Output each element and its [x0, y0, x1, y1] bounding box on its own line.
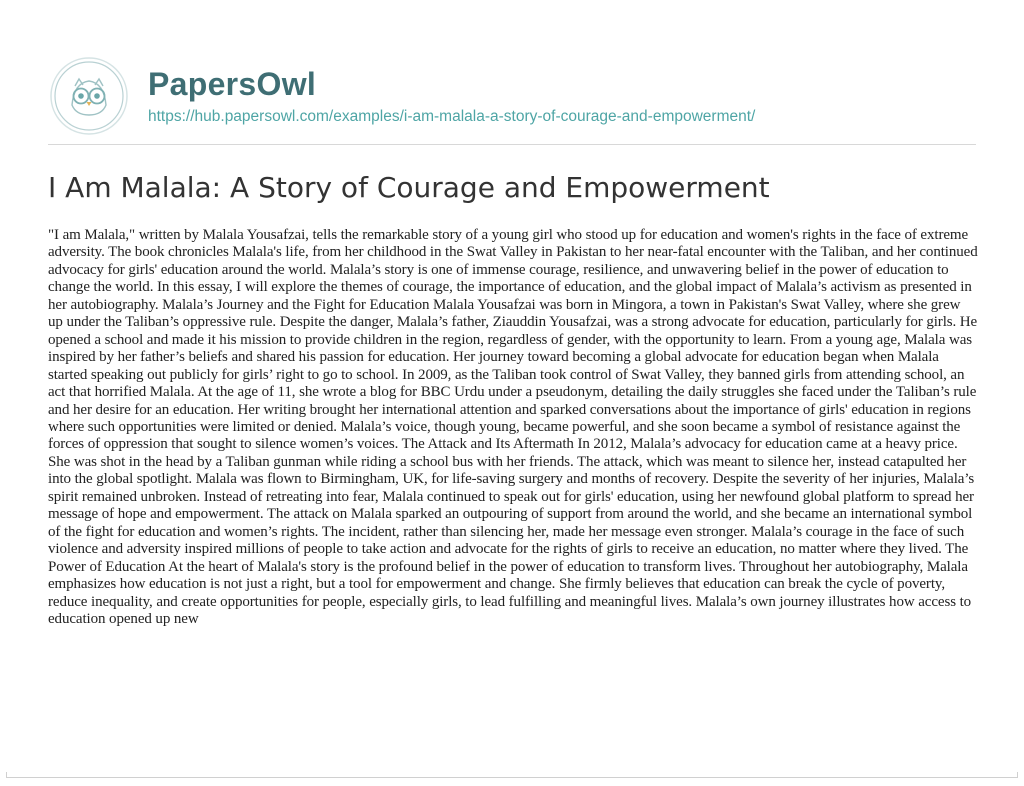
article-body: "I am Malala," written by Malala Yousafzai, tells the remarkable story of a young girl who stood up for education and women's rights in the face of extreme adversity. The book chronicles Malala's life, from her childhood in the Swat Valley in Pakistan to her near-fatal encounter with the Taliban, and her continued advocacy for girls' education around the world. Malala’s story is one of immense courage, resilience, and unwavering belief in the power of education to change the world. In this essay, I will explore the themes of courage, the importance of education, and the global impact of Malala’s activism as presented in her autobiography. Malala’s Journey and the Fight for Education Malala Yousafzai was born in Mingora, a town in Pakistan's Swat Valley, where she grew up under the Taliban’s oppressive rule. Despite the danger, Malala’s father, Ziauddin Yousafzai, was a strong advocate for education, particularly for girls. He opened a school and made it his mission to provide children in the region, regardless of gender, with the opportunity to learn. From a young age, Malala was inspired by her father’s beliefs and shared his passion for education. Her journey toward becoming a global advocate for education began when Malala started speaking out publicly for girls’ right to go to school. In 2009, as the Taliban took control of Swat Valley, they banned girls from attending school, an act that horrified Malala. At the age of 11, she wrote a blog for BBC Urdu under a pseudonym, detailing the daily struggles she faced under the Taliban’s rule and her desire for an education. Her writing brought her international attention and sparked conversations about the importance of girls' education in regions where such opportunities were limited or denied. Malala’s voice, though young, became powerful, and she soon became a symbol of resistance against the forces of oppression that sought to silence women’s voices. The Attack and Its Aftermath In 2012, Malala’s advocacy for education came at a heavy price. She was shot in the head by a Taliban gunman while riding a school bus with her friends. The attack, which was meant to silence her, instead catapulted her into the global spotlight. Malala was flown to Birmingham, UK, for life-saving surgery and months of recovery. Despite the severity of her injuries, Malala’s spirit remained unbroken. Instead of retreating into fear, Malala continued to speak out for girls' education, using her newfound global platform to spread her message of hope and empowerment. The attack on Malala sparked an outpouring of support from around the world, and she became an international symbol of the fight for education and women’s rights. The incident, rather than silencing her, made her message even stronger. Malala’s courage in the face of such violence and adversity inspired millions of people to take action and advocate for the rights of girls to receive an education, no matter where they lived. The Power of Education At the heart of Malala's story is the profound belief in the power of education to transform lives. Throughout her autobiography, Malala emphasizes how education is not just a right, but a tool for empowerment and change. She firmly believes that education can break the cycle of poverty, reduce inequality, and create opportunities for people, especially girls, to lead fulfilling and meaningful lives. Malala’s own journey illustrates how access to education opened up new: [48, 227, 978, 627]
header-divider: [48, 144, 976, 145]
site-header: [48, 56, 755, 136]
owl-logo-icon: [48, 55, 130, 137]
article-title: I Am Malala: A Story of Courage and Empowerment: [48, 171, 770, 204]
page-frame-bottom: [6, 772, 1018, 778]
brand-name: PapersOwl: [148, 66, 317, 102]
source-url[interactable]: https://hub.papersowl.com/examples/i-am-malala-a-story-of-courage-and-empowerment/: [148, 108, 756, 125]
brand-block: [148, 66, 755, 126]
